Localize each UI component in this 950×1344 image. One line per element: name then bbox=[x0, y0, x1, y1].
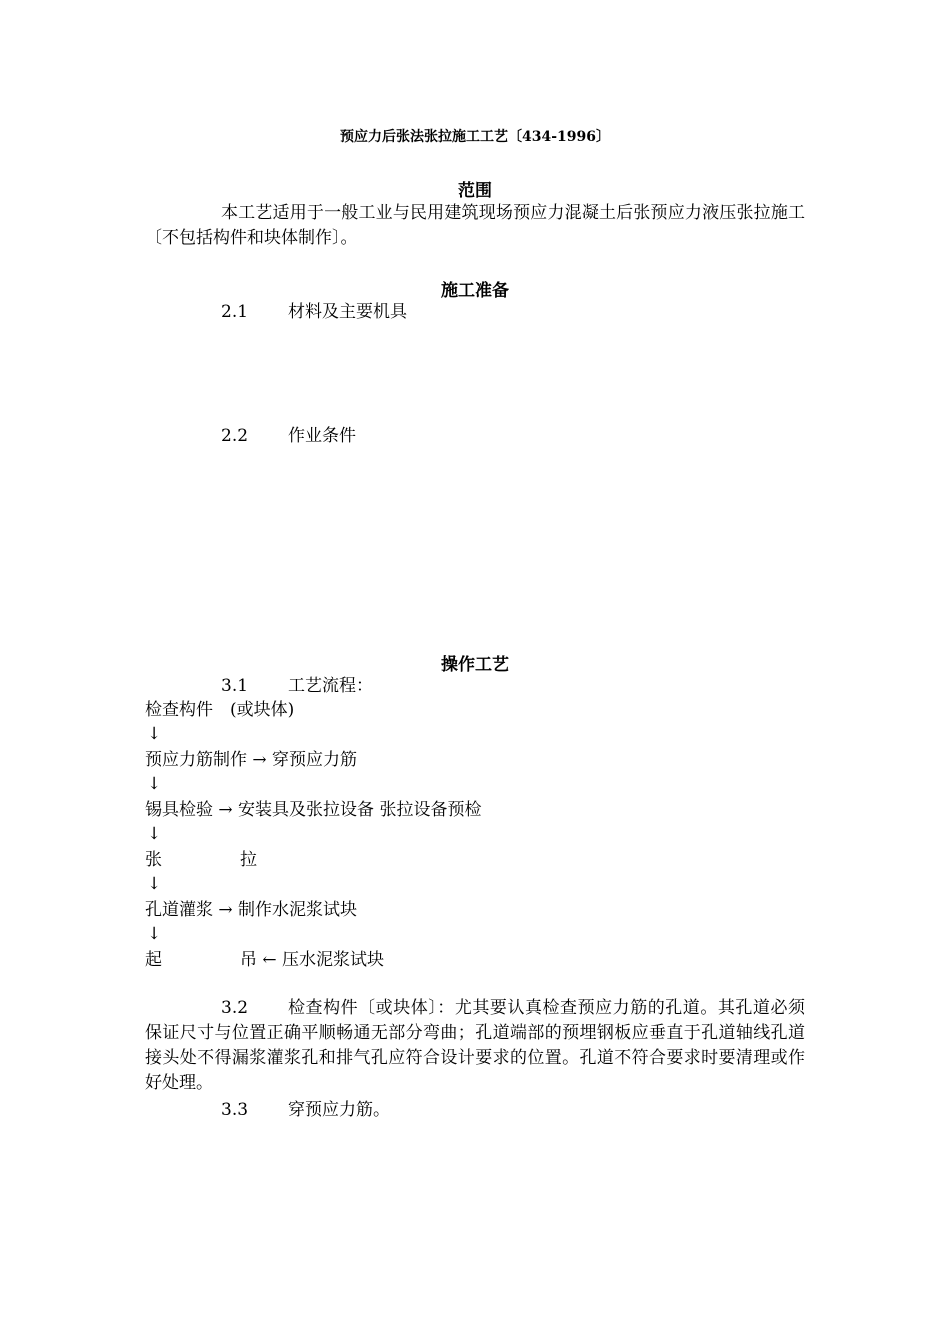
scope-paragraph: 本工艺适用于一般工业与民用建筑现场预应力混凝土后张预应力液压张拉施工〔不包括构件和块体制作〕。 bbox=[145, 203, 805, 248]
item-label-work-conditions: 作业条件 bbox=[288, 426, 356, 446]
flow-step-inspect: 检查构件 (或块体) bbox=[145, 700, 295, 720]
document-title: 预应力后张法张拉施工工艺〔434-1996〕 bbox=[340, 129, 610, 145]
item-number-2-1: 2.1 bbox=[221, 302, 249, 322]
item-label-materials: 材料及主要机具 bbox=[288, 302, 407, 322]
down-arrow-icon: ↓ bbox=[147, 724, 162, 744]
item-number-3-2: 3.2 bbox=[221, 998, 249, 1018]
down-arrow-icon: ↓ bbox=[147, 924, 162, 944]
section-heading-operation: 操作工艺 bbox=[441, 655, 509, 675]
item-label-process-flow: 工艺流程： bbox=[288, 676, 373, 696]
section-heading-scope: 范围 bbox=[458, 181, 492, 201]
flow-step-tension-b: 拉 bbox=[240, 850, 257, 870]
flow-step-lift-b: 吊 ← 压水泥浆试块 bbox=[240, 950, 385, 970]
item-label-thread-tendon: 穿预应力筋。 bbox=[288, 1100, 390, 1120]
item-number-2-2: 2.2 bbox=[221, 426, 249, 446]
item-number-3-3: 3.3 bbox=[221, 1100, 249, 1120]
down-arrow-icon: ↓ bbox=[147, 774, 162, 794]
flow-step-tension-a: 张 bbox=[145, 850, 162, 870]
down-arrow-icon: ↓ bbox=[147, 874, 162, 894]
down-arrow-icon: ↓ bbox=[147, 824, 162, 844]
section-heading-preparation: 施工准备 bbox=[441, 281, 509, 301]
inspect-paragraph: 检查构件〔或块体〕：尤其要认真检查预应力筋的孔道。其孔道必须保证尺寸与位置正确平顺畅通无部分弯曲；孔道端部的预埋钢板应垂直于孔道轴线孔道接头处不得漏浆灌浆孔和排气孔应符合设计要求的位置。孔道不符合要求时要清理或作好处理。 bbox=[145, 998, 805, 1093]
flow-step-lift-a: 起 bbox=[145, 950, 162, 970]
flow-step-tendon: 预应力筋制作 → 穿预应力筋 bbox=[145, 750, 358, 770]
item-number-3-1: 3.1 bbox=[221, 676, 249, 696]
flow-step-grout: 孔道灌浆 → 制作水泥浆试块 bbox=[145, 900, 358, 920]
flow-step-anchor: 锡具检验 → 安装具及张拉设备 张拉设备预检 bbox=[145, 800, 482, 820]
